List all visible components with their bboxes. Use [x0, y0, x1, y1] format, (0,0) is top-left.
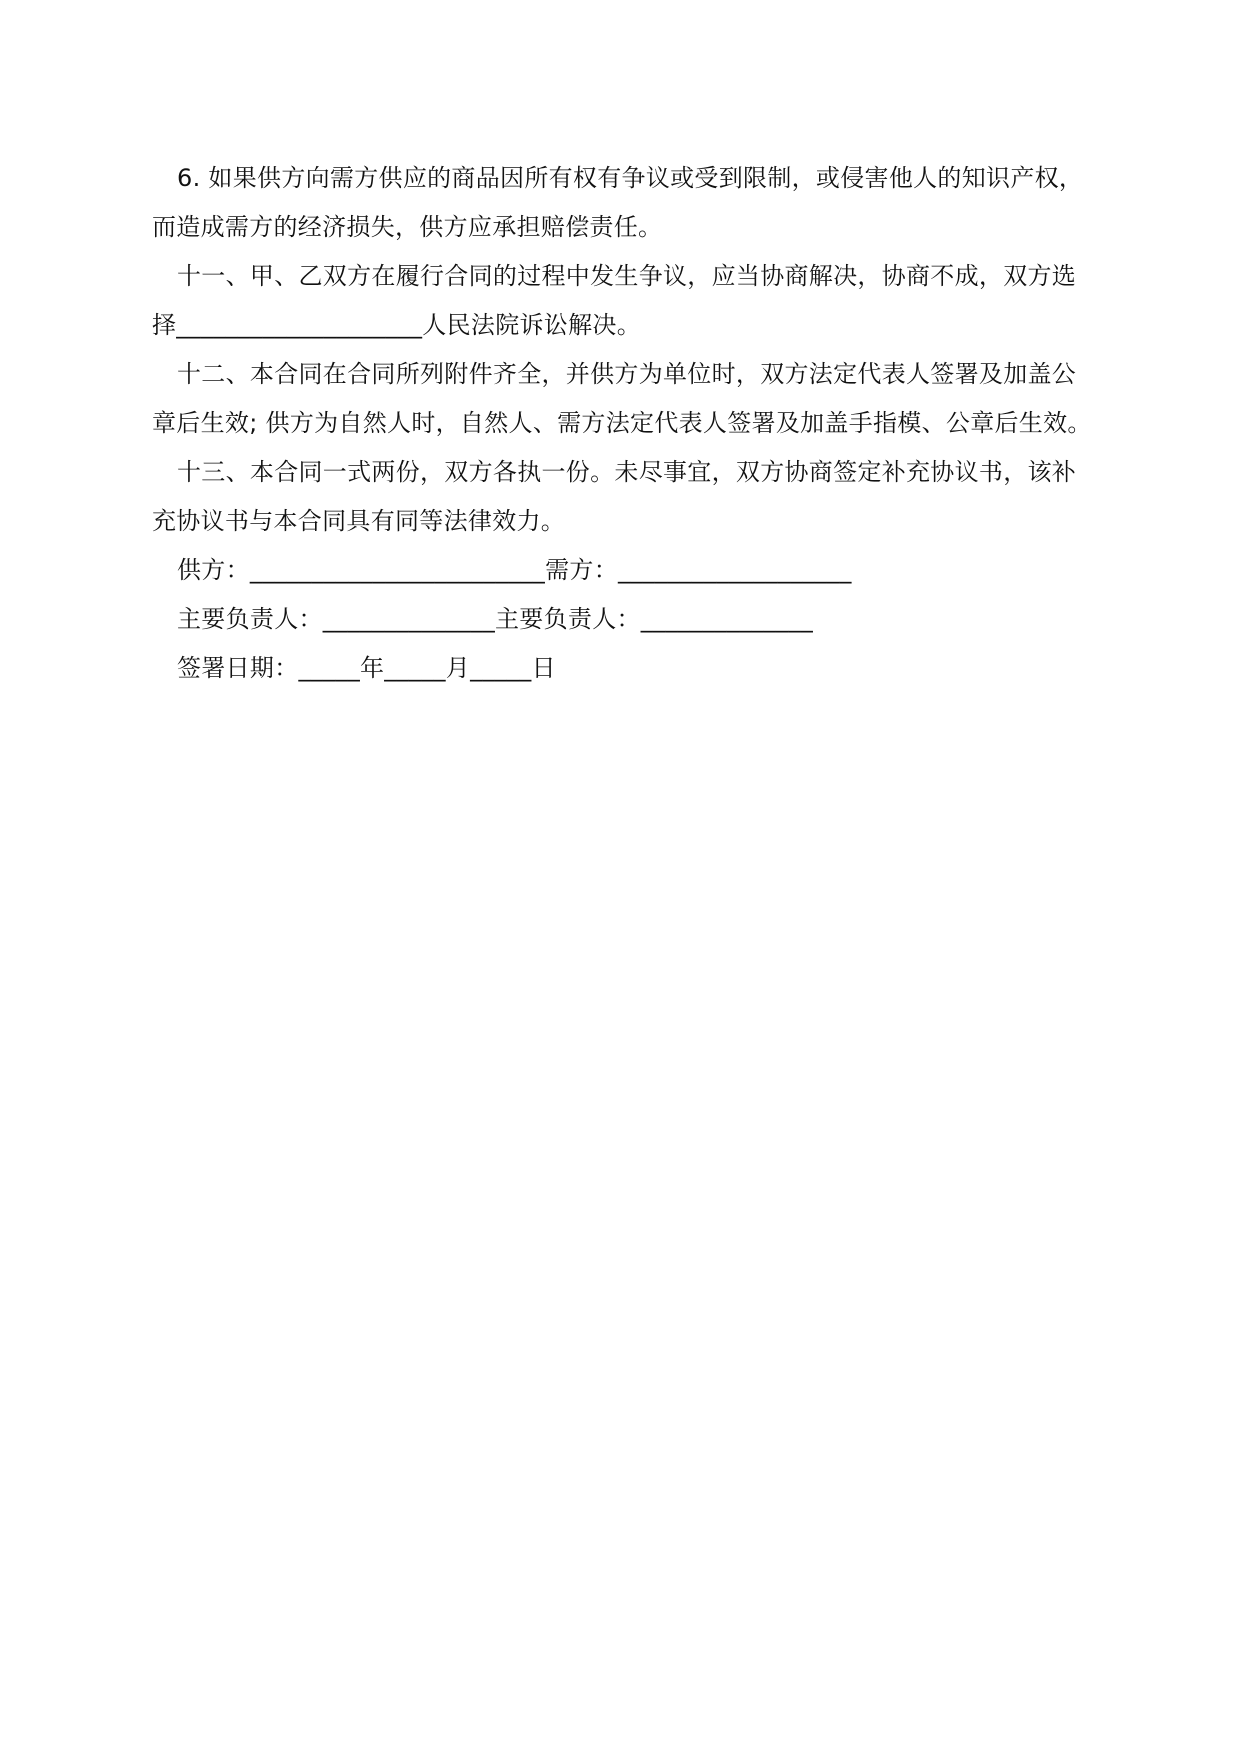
signature-date-line: 签署日期：_____年_____月_____日: [177, 654, 556, 682]
signature-parties-line: 供方：________________________需方：___________________: [177, 556, 852, 584]
clause-11-dispute-resolution: 十一、甲、乙双方在履行合同的过程中发生争议，应当协商解决，协商不成，双方选择____________________人民法院诉讼解决。: [152, 262, 1077, 339]
clause-13-copies: 十三、本合同一式两份，双方各执一份。未尽事宜，双方协商签定补充协议书，该补充协议书与本合同具有同等法律效力。: [152, 458, 1077, 535]
clause-10-item-6: 6. 如果供方向需方供应的商品因所有权有争议或受到限制，或侵害他人的知识产权，而造成需方的经济损失，供方应承担赔偿责任。: [152, 164, 1084, 241]
signature-responsible-line: 主要负责人：______________主要负责人：______________: [177, 605, 813, 633]
clause-12-effectiveness: 十二、本合同在合同所列附件齐全，并供方为单位时，双方法定代表人签署及加盖公章后生效; 供方为自然人时，自然人、需方法定代表人签署及加盖手指模、公章后生效。: [152, 360, 1092, 437]
document-body: [152, 154, 1097, 693]
